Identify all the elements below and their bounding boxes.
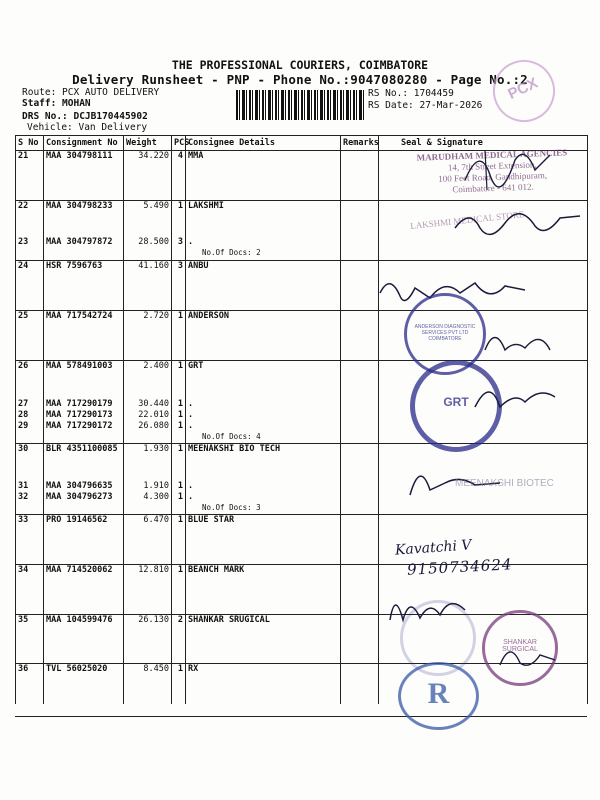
anderson-stamp-text: ANDERSON DIAGNOSTIC SERVICES PVT LTD COIMBATORE: [414, 324, 476, 342]
signature-row35: [495, 635, 565, 675]
col-pcs: PCS: [172, 136, 186, 151]
table-bottom-border: [15, 716, 587, 717]
cell-pcs: 1: [172, 311, 186, 361]
cell-sno: 23: [16, 237, 44, 248]
col-sno: S No: [16, 136, 44, 151]
rx-stamp: [398, 662, 479, 730]
cell-sno: 27: [16, 399, 44, 410]
cell-consignment: MAA 717290173: [44, 410, 124, 421]
route-label: Route: PCX AUTO DELIVERY: [22, 87, 160, 98]
cell-consignee: .: [186, 481, 341, 492]
cell-consignee: BEANCH MARK: [186, 565, 341, 615]
signature-row25: [480, 320, 560, 360]
docs-count: No.Of Docs: 3: [202, 502, 261, 512]
cell-consignment: MAA 104599476: [44, 615, 124, 664]
cell-pcs: 1: [172, 492, 186, 503]
cell-sno: 36: [16, 664, 44, 704]
cell-pcs: 1: [172, 410, 186, 421]
staff-label: Staff: MOHAN: [22, 98, 91, 109]
signature-row26: [470, 372, 560, 422]
cell-pcs: 3: [172, 237, 186, 248]
marudham-stamp-line: Coimbatore - 641 012.: [452, 181, 534, 195]
cell-sno: 21: [16, 151, 44, 201]
cell-weight: 26.080: [124, 421, 172, 432]
cell-sno: 26: [16, 361, 44, 399]
cell-sno: 35: [16, 615, 44, 664]
barcode-image: [236, 90, 364, 120]
signature-row21: [455, 140, 565, 200]
docs-count: No.Of Docs: 4: [202, 431, 261, 441]
cell-weight: 4.300: [124, 492, 172, 503]
cell-pcs: 1: [172, 481, 186, 492]
table-row: [16, 421, 588, 432]
cell-sno: 33: [16, 515, 44, 565]
vehicle-label: Vehicle: Van Delivery: [27, 122, 148, 133]
cell-consignment: PRO 19146562: [44, 515, 124, 565]
rs-number: RS No.: 1704459: [368, 88, 454, 99]
cell-pcs: 2: [172, 615, 186, 664]
cell-consignee: MEENAKSHI BIO TECH: [186, 444, 341, 481]
col-remarks: Remarks: [341, 136, 379, 151]
cell-weight: 5.490: [124, 201, 172, 237]
col-consignee: Consignee Details: [186, 136, 341, 151]
cell-consignee: MMA: [186, 151, 341, 201]
company-title: THE PROFESSIONAL COURIERS, COIMBATORE: [171, 58, 429, 72]
col-weight: Weight: [124, 136, 172, 151]
cell-weight: 1.910: [124, 481, 172, 492]
cell-sno: 30: [16, 444, 44, 481]
cell-pcs: 4: [172, 151, 186, 201]
cell-consignee: ANBU: [186, 261, 341, 311]
cell-sno: 34: [16, 565, 44, 615]
cell-pcs: 1: [172, 361, 186, 399]
pcx-stamp-text: PCX: [505, 74, 541, 103]
cell-weight: 30.440: [124, 399, 172, 410]
cell-consignment: HSR 7596763: [44, 261, 124, 311]
cell-pcs: 3: [172, 261, 186, 311]
cell-weight: 12.810: [124, 565, 172, 615]
cell-consignee: RX: [186, 664, 341, 704]
cell-consignment: MAA 304796273: [44, 492, 124, 503]
cell-pcs: 1: [172, 664, 186, 704]
cell-weight: 28.500: [124, 237, 172, 248]
cell-consignment: MAA 304796635: [44, 481, 124, 492]
docs-row: [16, 248, 588, 261]
cell-consignment: MAA 304798233: [44, 201, 124, 237]
cell-consignment: BLR 4351100085: [44, 444, 124, 481]
cell-consignee: .: [186, 399, 341, 410]
cell-sno: 25: [16, 311, 44, 361]
cell-pcs: 1: [172, 444, 186, 481]
cell-weight: 41.160: [124, 261, 172, 311]
cell-pcs: 1: [172, 565, 186, 615]
cell-pcs: 1: [172, 399, 186, 410]
cell-consignment: MAA 578491003: [44, 361, 124, 399]
cell-consignee: BLUE STAR: [186, 515, 341, 565]
cell-consignment: MAA 304798111: [44, 151, 124, 201]
cell-weight: 6.470: [124, 515, 172, 565]
cell-sno: 28: [16, 410, 44, 421]
marudham-stamp-line: 100 Feet Road, Gandhipuram,: [438, 170, 548, 184]
cell-consignee: GRT: [186, 361, 341, 399]
cell-consignee: SHANKAR SRUGICAL: [186, 615, 341, 664]
cell-sno: 24: [16, 261, 44, 311]
cell-consignment: TVL 56025020: [44, 664, 124, 704]
cell-pcs: 1: [172, 515, 186, 565]
cell-consignment: MAA 717542724: [44, 311, 124, 361]
lakshmi-stamp: LAKSHMI MEDICAL STORE: [409, 209, 525, 231]
handwritten-name-row33: Kavatchi V: [394, 537, 473, 559]
cell-weight: 8.450: [124, 664, 172, 704]
cell-consignment: MAA 717290172: [44, 421, 124, 432]
cell-consignment: MAA 304797872: [44, 237, 124, 248]
col-seal: Seal & Signature: [379, 136, 588, 151]
docs-row: [16, 432, 588, 444]
rs-date: RS Date: 27-Mar-2026: [368, 100, 483, 111]
rx-stamp-text: R: [427, 677, 450, 710]
cell-weight: 2.400: [124, 361, 172, 399]
marudham-stamp-line: MARUDHAM MEDICAL AGENCIES: [416, 147, 568, 163]
signature-row22: [450, 198, 590, 248]
meenakshi-stamp: MEENAKSHI BIOTEC: [455, 478, 554, 489]
shankar-stamp-text: SHANKAR SURGICAL: [502, 639, 538, 653]
cell-sno: 31: [16, 481, 44, 492]
cell-weight: 26.130: [124, 615, 172, 664]
marudham-stamp-line: 14, 7th Street Extension,: [447, 159, 537, 173]
cell-pcs: 1: [172, 201, 186, 237]
drs-number: DRS No.: DCJB170445902: [22, 111, 148, 122]
runsheet-title: Delivery Runsheet - PNP - Phone No.:9047080280 - Page No.:2: [72, 72, 528, 87]
cell-consignee: LAKSHMI: [186, 201, 341, 237]
col-consignment: Consignment No: [44, 136, 124, 151]
cell-weight: 1.930: [124, 444, 172, 481]
cell-weight: 22.010: [124, 410, 172, 421]
cell-sno: 22: [16, 201, 44, 237]
cell-consignee: .: [186, 237, 341, 248]
handwritten-phone-row33: 9150734624: [406, 555, 513, 579]
cell-consignee: .: [186, 421, 341, 432]
cell-consignment: MAA 717290179: [44, 399, 124, 410]
cell-sno: 29: [16, 421, 44, 432]
cell-weight: 2.720: [124, 311, 172, 361]
cell-sno: 32: [16, 492, 44, 503]
cell-consignee: .: [186, 410, 341, 421]
docs-count: No.Of Docs: 2: [202, 247, 261, 257]
cell-consignment: MAA 714520062: [44, 565, 124, 615]
cell-weight: 34.220: [124, 151, 172, 201]
cell-pcs: 1: [172, 421, 186, 432]
cell-consignee: .: [186, 492, 341, 503]
cell-consignee: ANDERSON: [186, 311, 341, 361]
grt-stamp-text: GRT: [443, 395, 469, 409]
